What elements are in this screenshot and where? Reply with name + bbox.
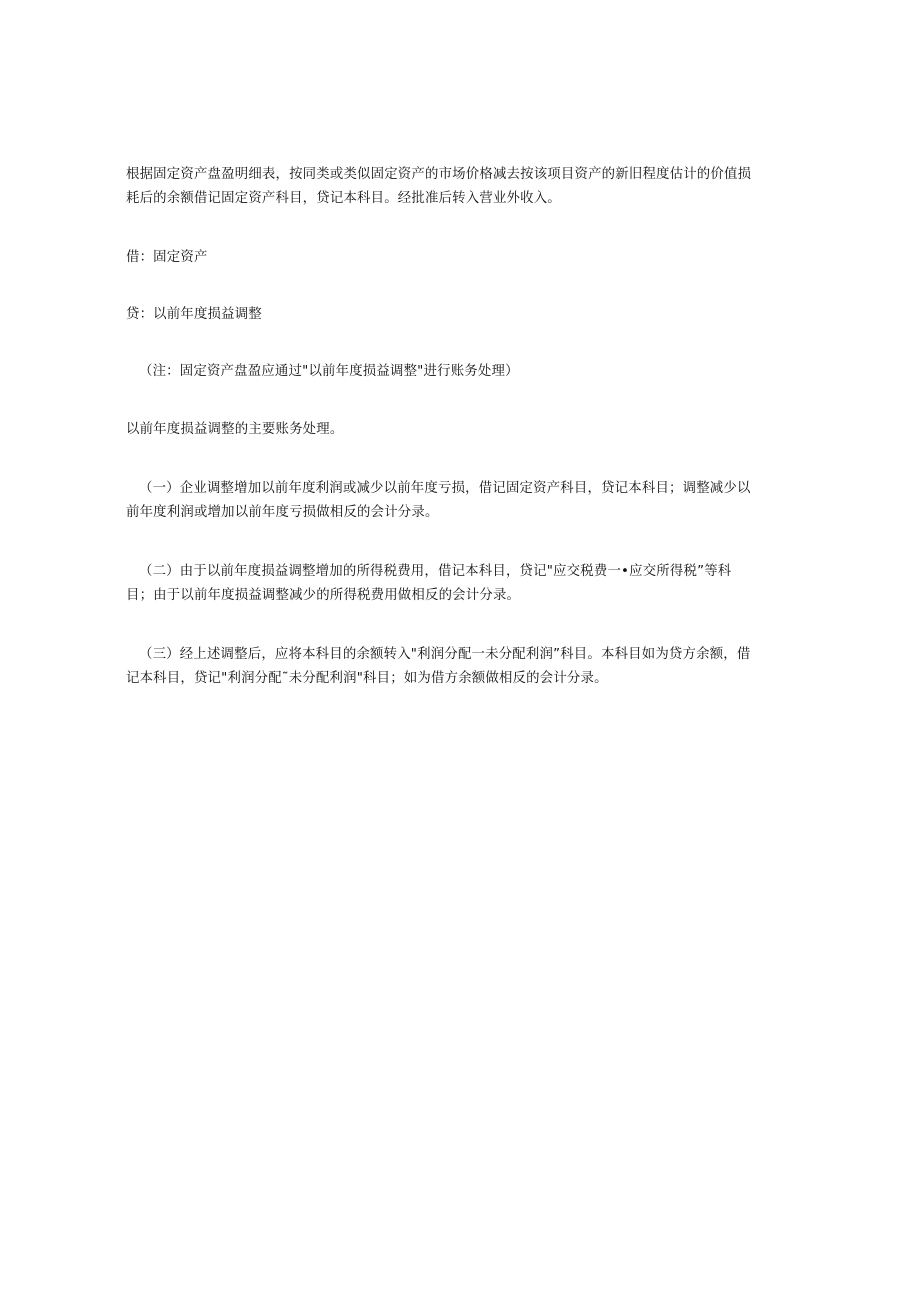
- debit-entry: [126, 246, 816, 270]
- paragraph-line: 根据固定资产盘盈明细表，按同类或类似固定资产的市场价格减去按该项目资产的新旧程度估计的价值损: [126, 167, 752, 182]
- item-three-paragraph: [126, 643, 816, 691]
- section-heading-text: 以前年度损益调整的主要账务处理。: [126, 422, 344, 437]
- paragraph-line: （二）由于以前年度损益调整增加的所得税费用，借记本科目，贷记"应交税费一•应交所得税”等科: [139, 564, 732, 579]
- note-paragraph: [126, 360, 816, 384]
- credit-entry: [126, 303, 816, 327]
- paragraph-line: 记本科目，贷记"利润分配˜未分配利润"科目；如为借方余额做相反的会计分录。: [126, 671, 608, 686]
- debit-entry-text: 借：固定资产: [126, 250, 208, 265]
- paragraph-line: （一）企业调整增加以前年度利润或减少以前年度亏损，借记固定资产科目，贷记本科目；调整减少以: [139, 481, 751, 496]
- paragraph-inventory-surplus: [126, 163, 816, 211]
- paragraph-line: 目；由于以前年度损益调整减少的所得税费用做相反的会计分录。: [126, 588, 521, 603]
- item-two-paragraph: [126, 560, 816, 608]
- paragraph-line: 耗后的余额借记固定资产科目，贷记本科目。经批准后转入营业外收入。: [126, 191, 561, 206]
- paragraph-line: （三）经上述调整后，应将本科目的余额转入"利润分配一未分配利润”科目。本科目如为贷方余额，借: [139, 647, 751, 662]
- section-heading: [126, 418, 816, 442]
- paragraph-line: 前年度利润或增加以前年度亏损做相反的会计分录。: [126, 505, 439, 520]
- item-one-paragraph: [126, 477, 816, 525]
- credit-entry-text: 贷：以前年度损益调整: [126, 307, 262, 322]
- note-text: （注：固定资产盘盈应通过"以前年度损益调整"进行账务处理）: [139, 364, 519, 379]
